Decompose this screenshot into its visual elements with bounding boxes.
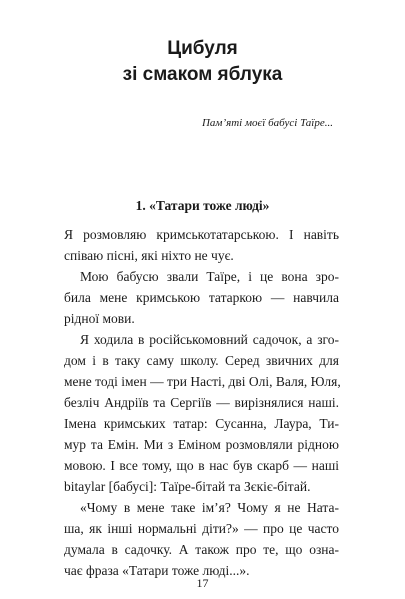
text-line: мур та Емін. Ми з Еміном розмовляли рідною — [64, 437, 339, 452]
text-line: Імена кримських татар: Сусанна, Лаура, Ти- — [64, 416, 339, 431]
text-line: безліч Андріїв та Сергіїв — вирізнялися наші. — [64, 395, 339, 410]
chapter-heading: 1. «Татари тоже люді» — [135, 198, 270, 213]
text-line: рідної мови. — [64, 311, 135, 326]
page-number: 17 — [196, 576, 209, 590]
text-line: мовою. І все тому, що в нас був скарб — наші — [64, 458, 339, 473]
text-line: «Чому в мене таке ім’я? Чому я не Ната- — [80, 500, 339, 515]
text-line: bitaylar [бабусі]: Таїре-бітай та Зєкіє-бітай. — [64, 479, 311, 494]
epigraph: Пам’яті моєї бабусі Таїре... — [201, 117, 333, 129]
text-line: ша, як інші нормальні діти?» — про це часто — [64, 521, 339, 536]
title-line-1: Цибуля — [167, 38, 238, 59]
text-line: думала в садочку. А також про те, що озна- — [64, 542, 339, 557]
text-line: Я ходила в російськомовний садочок, а зго- — [80, 332, 339, 347]
text-line: мене тоді імен — три Насті, дві Олі, Валя, Юля, — [64, 374, 341, 389]
text-line: дом і в таку саму школу. Серед звичних для — [64, 353, 339, 368]
text-line: співаю пісні, які ніхто не чує. — [64, 248, 234, 263]
text-line: Мою бабусю звали Таїре, і це вона зро- — [80, 269, 339, 284]
title-line-2: зі смаком яблука — [122, 64, 283, 85]
text-line: Я розмовляю кримськотатарською. І навіть — [64, 227, 339, 242]
page-title — [0, 36, 405, 88]
body-text — [64, 224, 339, 581]
text-line: чає фраза «Татари тоже люді...». — [64, 563, 250, 578]
text-line: била мене кримською татаркою — навчила — [64, 290, 339, 305]
